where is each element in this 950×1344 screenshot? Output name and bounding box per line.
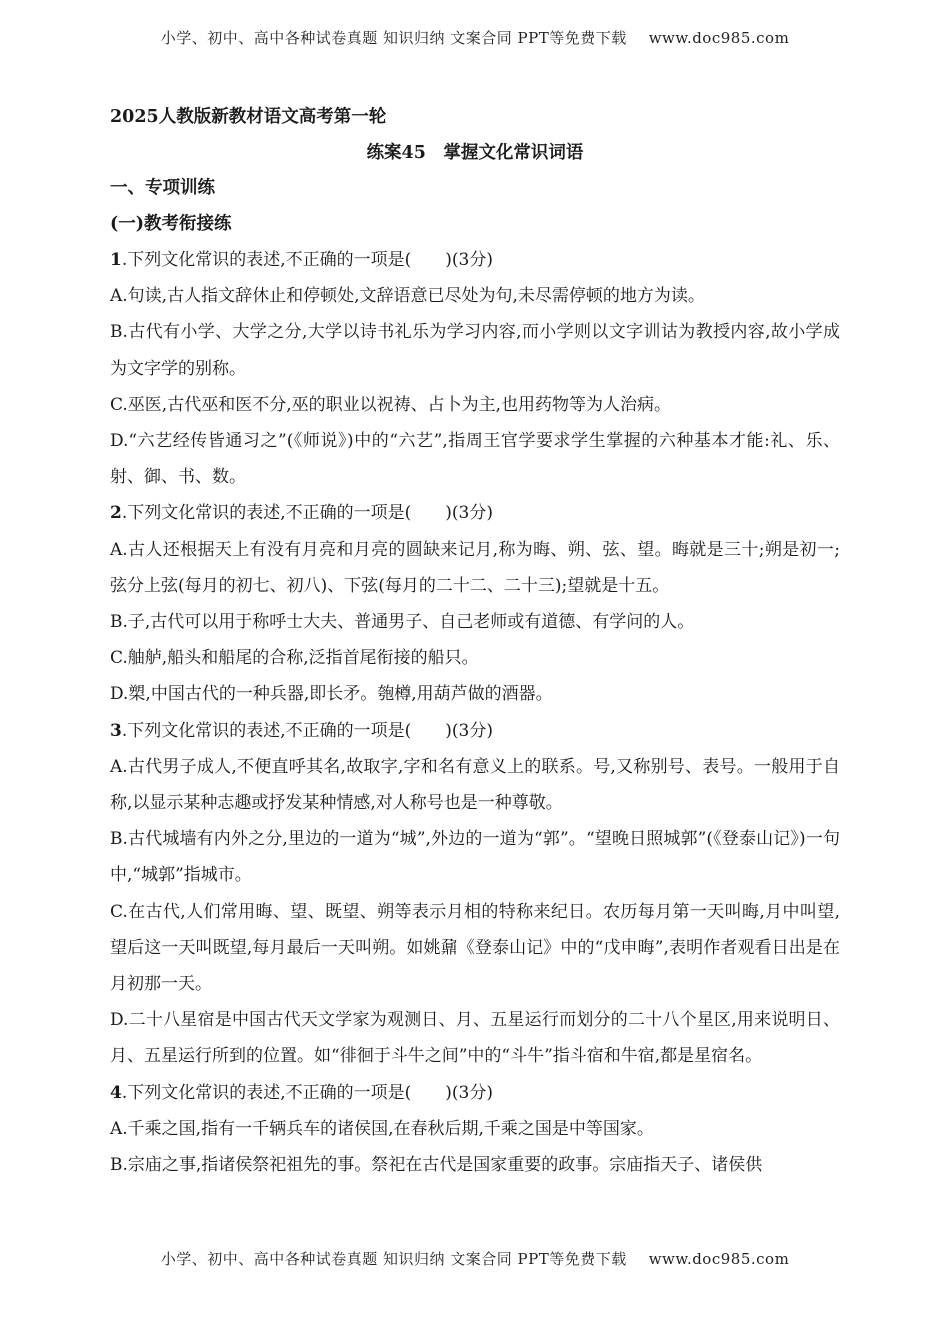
question-stem-text: .下列文化常识的表述,不正确的一项是( )(3分) — [121, 503, 493, 524]
option-b: B.古代城墙有内外之分,里边的一道为“城”,外边的一道为“郭”。“望晚日照城郭”(《登泰山记》)一句中,“城郭”指城市。 — [110, 829, 840, 886]
question-3 — [110, 713, 840, 1075]
option-b: B.子,古代可以用于称呼士大夫、普通男子、自己老师或有道德、有学问的人。 — [110, 612, 695, 633]
option-d: D.二十八星宿是中国古代天文学家为观测日、月、五星运行而划分的二十八个星区,用来说明日、月、五星运行所到的位置。如“徘徊于斗牛之间”中的“斗牛”指斗宿和牛宿,都是星宿名。 — [110, 1010, 840, 1067]
page-header — [0, 27, 950, 48]
question-number: 2 — [110, 503, 122, 524]
question-number: 4 — [110, 1082, 122, 1103]
option-b: B.古代有小学、大学之分,大学以诗书礼乐为学习内容,而小学则以文字训诂为教授内容,故小学成为文字学的别称。 — [110, 322, 840, 379]
option-c: C.巫医,古代巫和医不分,巫的职业以祝祷、占卜为主,也用药物等为人治病。 — [110, 394, 672, 415]
question-stem-text: .下列文化常识的表述,不正确的一项是( )(3分) — [121, 1082, 493, 1103]
question-4 — [110, 1075, 840, 1184]
section-heading: 一、专项训练 — [110, 178, 215, 198]
question-stem — [110, 242, 840, 278]
header-text: 小学、初中、高中各种试卷真题 知识归纳 文案合同 PPT等免费下载 — [160, 29, 627, 47]
option-a: A.古人还根据天上有没有月亮和月亮的圆缺来记月,称为晦、朔、弦、望。晦就是三十;朔是初一;弦分上弦(每月的初七、初八)、下弦(每月的二十二、二十三);望就是十五。 — [110, 539, 840, 596]
question-stem — [110, 1075, 840, 1111]
document-body — [110, 100, 840, 1183]
option-d: D.“六艺经传皆通习之”(《师说》)中的“六艺”,指周王官学要求学生掌握的六种基本才能:礼、乐、射、御、书、数。 — [110, 431, 840, 488]
option-c: C.舳舻,船头和船尾的合称,泛指首尾衔接的船只。 — [110, 648, 479, 669]
question-stem — [110, 713, 840, 749]
option-d: D.槊,中国古代的一种兵器,即长矛。匏樽,用葫芦做的酒器。 — [110, 684, 553, 705]
subsection-heading: (一)教考衔接练 — [110, 214, 232, 234]
footer-text: 小学、初中、高中各种试卷真题 知识归纳 文案合同 PPT等免费下载 — [160, 1250, 627, 1268]
document-title: 2025人教版新教材语文高考第一轮 — [110, 107, 387, 127]
option-a: A.句读,古人指文辞休止和停顿处,文辞语意已尽处为句,未尽需停顿的地方为读。 — [110, 286, 705, 307]
option-b: B.宗庙之事,指诸侯祭祀祖先的事。祭祀在古代是国家重要的政事。宗庙指天子、诸侯供 — [110, 1155, 763, 1176]
page-footer — [0, 1248, 950, 1269]
question-stem — [110, 495, 840, 531]
question-number: 1 — [110, 250, 122, 270]
lesson-title: 练案45 掌握文化常识词语 — [366, 143, 584, 163]
question-2 — [110, 495, 840, 712]
header-site[interactable]: www.doc985.com — [648, 29, 790, 47]
option-a: A.千乘之国,指有一千辆兵车的诸侯国,在春秋后期,千乘之国是中等国家。 — [110, 1118, 654, 1139]
option-a: A.古代男子成人,不便直呼其名,故取字,字和名有意义上的联系。号,又称别号、表号。一般用于自称,以显示某种志趣或抒发某种情感,对人称号也是一种尊敬。 — [110, 756, 840, 814]
question-stem-text: .下列文化常识的表述,不正确的一项是( )(3分) — [121, 720, 493, 741]
option-c: C.在古代,人们常用晦、望、既望、朔等表示月相的特称来纪日。农历每月第一天叫晦,月中叫望,望后这一天叫既望,每月最后一天叫朔。如姚鼐《登泰山记》中的“戊申晦”,表明作者观看日出是在月初那一天。 — [110, 901, 840, 995]
question-1 — [110, 242, 840, 495]
footer-site[interactable]: www.doc985.com — [648, 1250, 790, 1268]
question-stem-text: .下列文化常识的表述,不正确的一项是( )(3分) — [121, 250, 493, 270]
question-number: 3 — [110, 720, 122, 741]
